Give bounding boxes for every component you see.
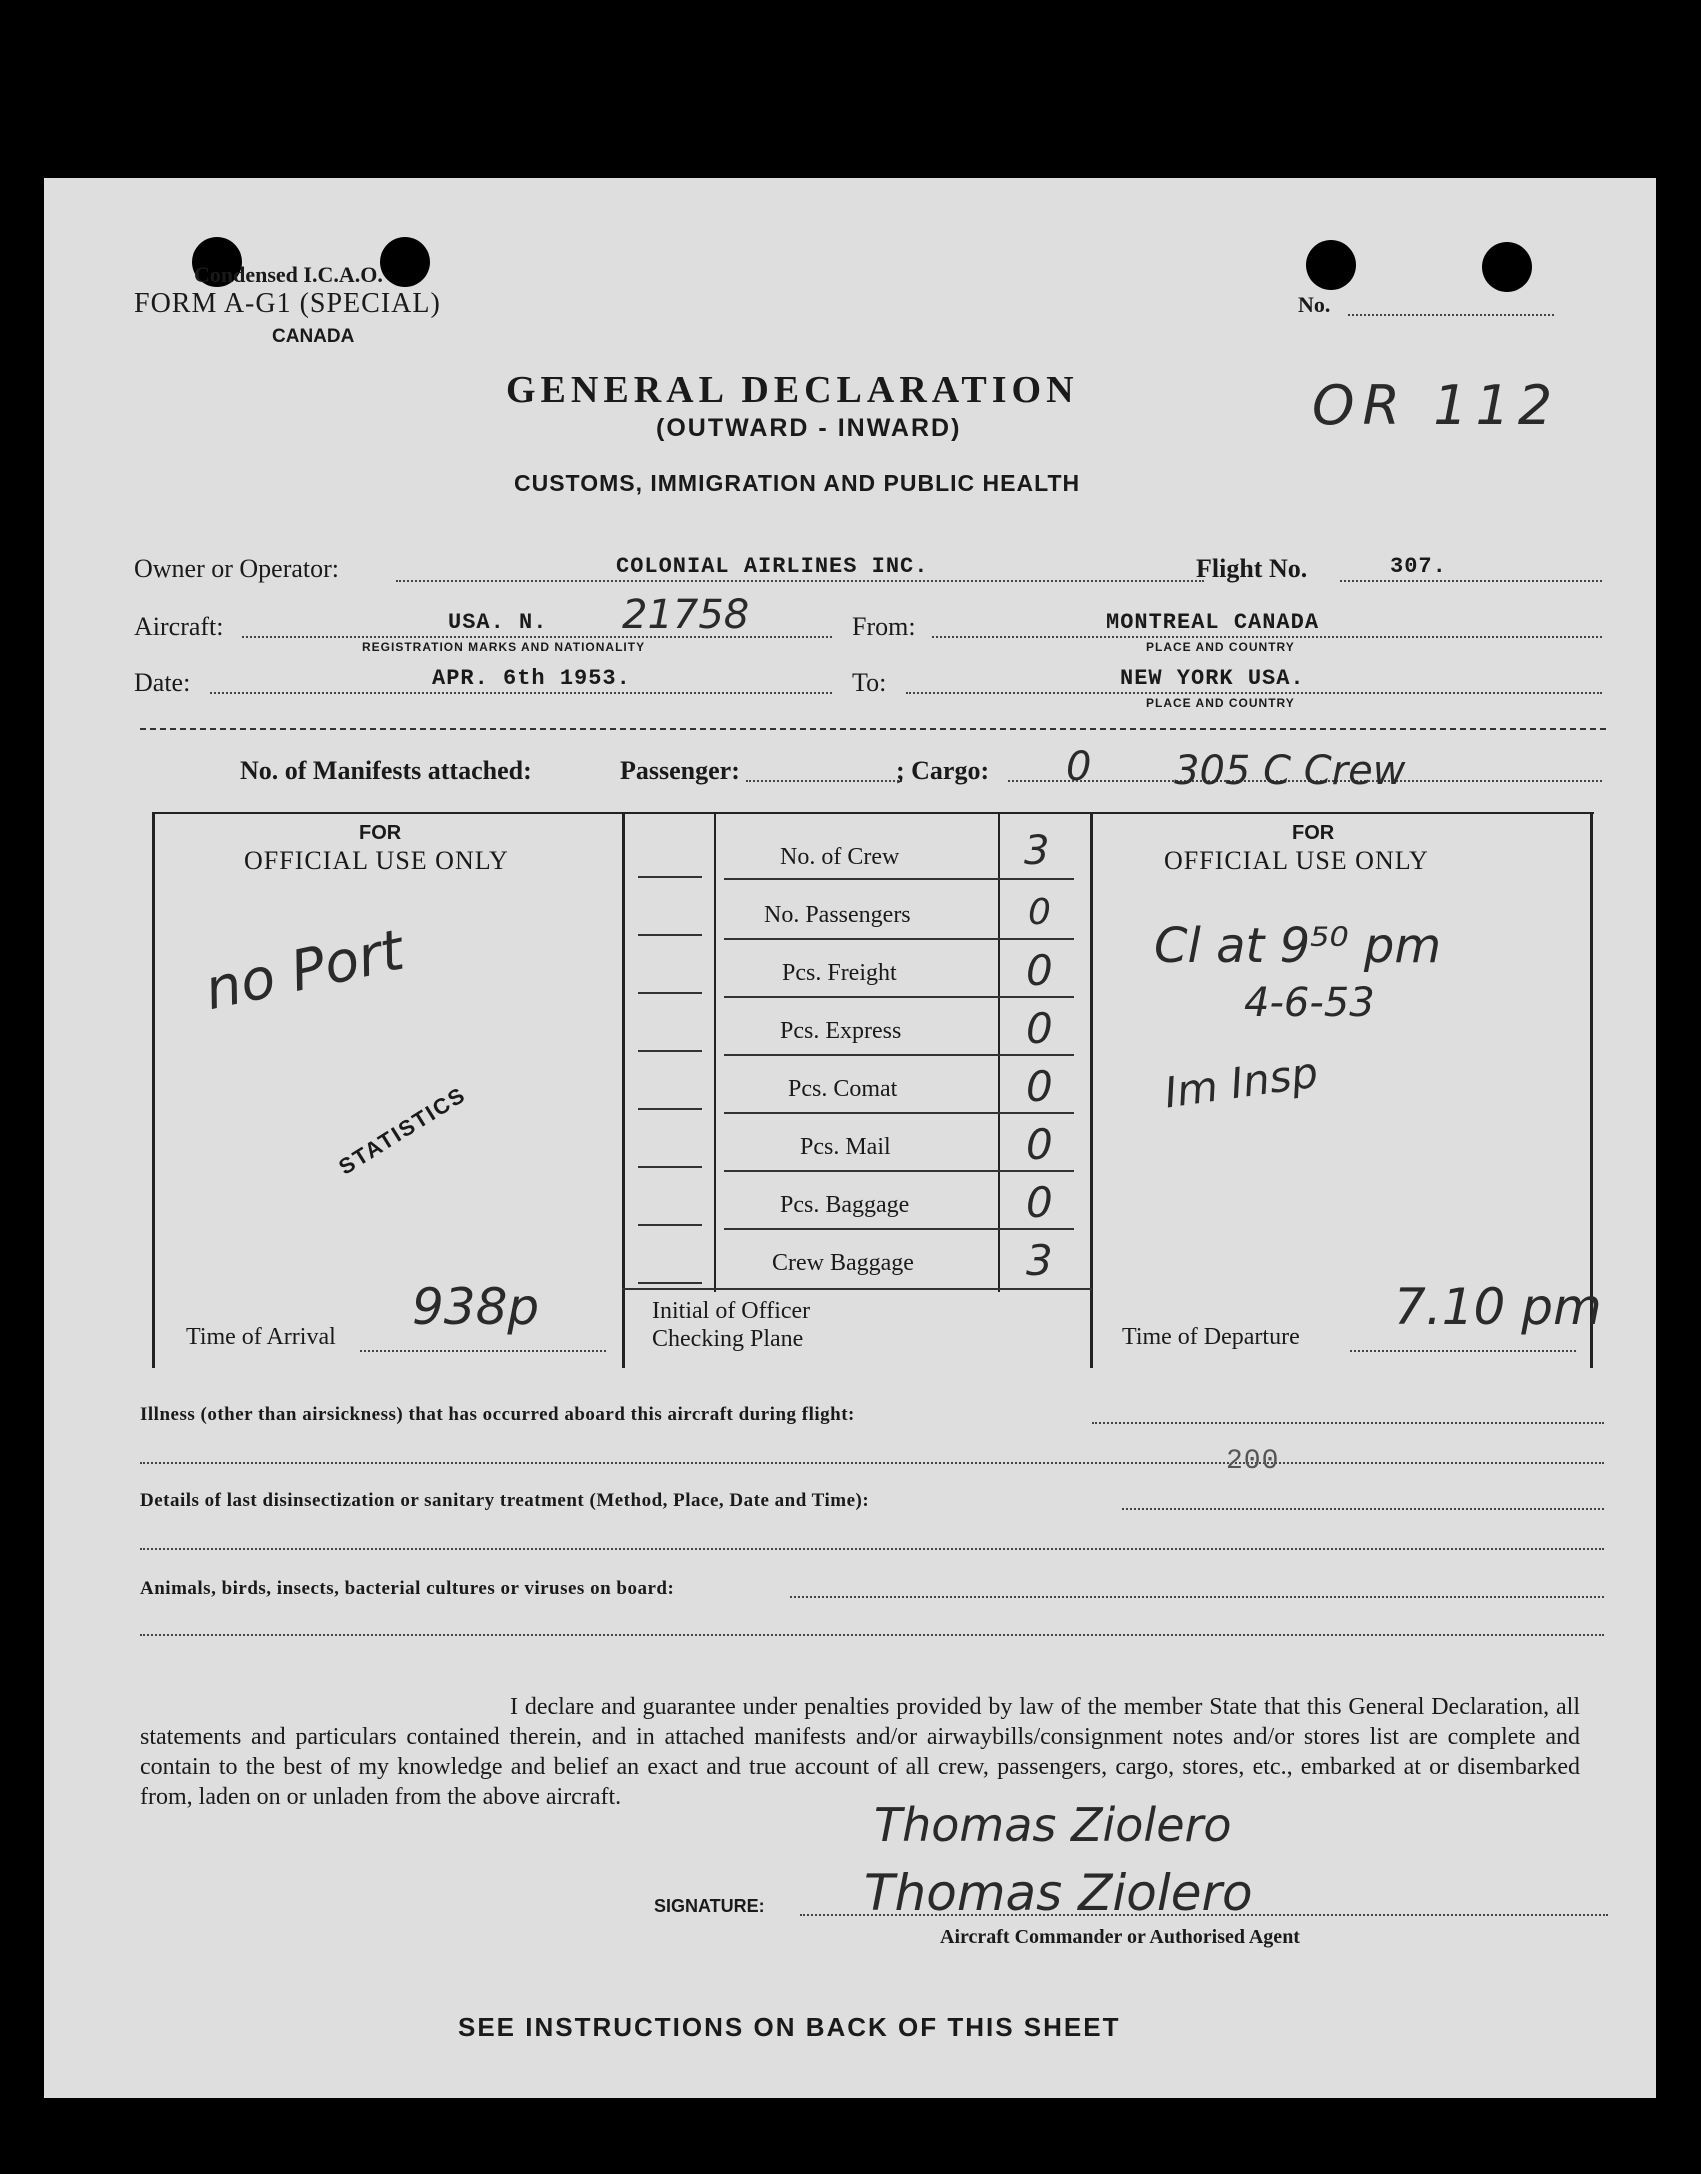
departure-line [1350, 1350, 1576, 1352]
cargo-value: 0 [1066, 744, 1092, 790]
form-line-3: CANADA [272, 326, 355, 347]
disinsection-label: Details of last disinsectization or sanitary treatment (Method, Place, Date and Time): [140, 1490, 870, 1511]
animals-line-2 [140, 1634, 1604, 1636]
statistics-stamp: STATISTICS [334, 1081, 471, 1180]
no-field-line [1348, 314, 1554, 316]
punch-hole [380, 237, 430, 287]
row-label-express: Pcs. Express [780, 1018, 902, 1044]
form-line-1: Condensed I.C.A.O. [194, 262, 383, 287]
signature-handwritten-1: Thomas Ziolero [874, 1798, 1232, 1852]
declaration-sheet [44, 178, 1656, 2098]
flight-value[interactable]: 307. [1390, 554, 1447, 579]
disinsection-line [1122, 1508, 1604, 1510]
to-line [906, 692, 1602, 694]
arrival-label: Time of Arrival [186, 1324, 336, 1350]
left-handwritten-note: no Port [199, 917, 410, 1024]
declaration-statement: I declare and guarantee under penalties provided by law of the member State that this General Declaration, all statements and particulars contained therein, and in attached manifests and/or airwaybills/consignment notes and/or stores list are complete and contain to the best of my knowledge and belief an exact and true account of all crew, passengers, cargo, stores, etc., embarked at or disembarked from, laden on or unladen from the above aircraft. [140, 1694, 1580, 1810]
animals-label: Animals, birds, insects, bacterial cultures or viruses on board: [140, 1578, 675, 1599]
row-value-crew: 3 [1024, 828, 1050, 874]
officer-label-2: Checking Plane [652, 1326, 804, 1352]
owner-value[interactable]: COLONIAL AIRLINES INC. [616, 554, 929, 579]
right-official-label: OFFICIAL USE ONLY [1164, 846, 1429, 875]
aircraft-label: Aircraft: [134, 612, 224, 641]
aircraft-sublabel: REGISTRATION MARKS AND NATIONALITY [362, 640, 646, 654]
departure-value: 7.10 pm [1394, 1278, 1602, 1336]
illness-line-2 [140, 1462, 1604, 1464]
department-line: CUSTOMS, IMMIGRATION AND PUBLIC HEALTH [514, 470, 1081, 496]
table-divider-1 [622, 812, 625, 1368]
signature-label: SIGNATURE: [654, 1896, 765, 1916]
cargo-label: ; Cargo: [896, 756, 990, 785]
initial-row-line [638, 1166, 702, 1168]
row-line [724, 1170, 1074, 1172]
row-value-passengers: 0 [1028, 892, 1051, 933]
illness-label: Illness (other than airsickness) that has occurred aboard this aircraft during flight: [140, 1404, 855, 1425]
initial-row-line [638, 1108, 702, 1110]
page-subtitle: (OUTWARD - INWARD) [656, 414, 962, 442]
right-note-date: 4-6-53 [1244, 980, 1375, 1026]
departure-label: Time of Departure [1122, 1324, 1300, 1350]
signature-role: Aircraft Commander or Authorised Agent [940, 1926, 1300, 1948]
owner-line [396, 580, 1204, 582]
table-divider-4 [1090, 812, 1093, 1368]
date-line [210, 692, 832, 694]
signature-handwritten-2: Thomas Ziolero [864, 1864, 1253, 1922]
flight-line [1340, 580, 1602, 582]
row-value-crew-baggage: 3 [1026, 1236, 1053, 1285]
passenger-label: Passenger: [620, 756, 740, 785]
initial-row-line [638, 934, 702, 936]
initial-row-line [638, 992, 702, 994]
illness-line [1092, 1422, 1604, 1424]
handwritten-number: OR 112 [1312, 374, 1561, 437]
date-value[interactable]: APR. 6th 1953. [432, 666, 631, 691]
no-label: No. [1298, 292, 1331, 317]
from-line [932, 636, 1602, 638]
table-left-border [152, 812, 155, 1368]
owner-label: Owner or Operator: [134, 554, 340, 583]
footer-instructions: SEE INSTRUCTIONS ON BACK OF THIS SHEET [458, 2012, 1121, 2042]
row-label-crew-baggage: Crew Baggage [772, 1250, 914, 1276]
right-note-inspector: Im Insp [1161, 1047, 1321, 1118]
manifest-note: 305 C Crew [1174, 748, 1406, 794]
to-value[interactable]: NEW YORK USA. [1120, 666, 1305, 691]
initial-row-line [638, 1224, 702, 1226]
row-line [724, 996, 1074, 998]
initial-row-line [638, 876, 702, 878]
row-value-comat: 0 [1026, 1062, 1053, 1111]
punch-hole [1306, 240, 1356, 290]
row-line [724, 938, 1074, 940]
manifests-label: No. of Manifests attached: [240, 756, 532, 785]
row-line [724, 1228, 1074, 1230]
right-note-clearance: Cl at 9⁵⁰ pm [1154, 918, 1442, 974]
row-label-crew: No. of Crew [780, 844, 900, 870]
left-for-label: FOR [359, 822, 402, 844]
punch-hole [1482, 242, 1532, 292]
from-label: From: [852, 612, 916, 641]
row-label-freight: Pcs. Freight [782, 960, 897, 986]
initial-row-line [638, 1282, 702, 1284]
row-label-baggage: Pcs. Baggage [780, 1192, 910, 1218]
aircraft-handwritten: 21758 [622, 592, 750, 638]
row-label-mail: Pcs. Mail [800, 1134, 891, 1160]
table-top-border [152, 812, 1594, 814]
section-divider [140, 726, 1606, 730]
row-line [724, 1112, 1074, 1114]
from-value[interactable]: MONTREAL CANADA [1106, 610, 1320, 635]
right-for-label: FOR [1292, 822, 1335, 844]
left-official-label: OFFICIAL USE ONLY [244, 846, 509, 875]
date-label: Date: [134, 668, 191, 697]
row-label-comat: Pcs. Comat [788, 1076, 898, 1102]
page-title: GENERAL DECLARATION [506, 369, 1079, 411]
table-divider-3 [998, 812, 1000, 1292]
arrival-line [360, 1350, 606, 1352]
row-value-express: 0 [1026, 1004, 1053, 1053]
passenger-line [746, 780, 902, 782]
row-value-freight: 0 [1026, 946, 1053, 995]
to-label: To: [852, 668, 887, 697]
row-line [724, 878, 1074, 880]
row-line [622, 1288, 1092, 1290]
table-divider-2 [714, 812, 716, 1292]
officer-label-1: Initial of Officer [652, 1298, 811, 1324]
illness-value: 200 [1226, 1446, 1280, 1477]
from-sublabel: PLACE AND COUNTRY [1146, 640, 1295, 654]
to-sublabel: PLACE AND COUNTRY [1146, 696, 1295, 710]
form-line-2: FORM A-G1 (SPECIAL) [134, 288, 441, 319]
disinsection-line-2 [140, 1548, 1604, 1550]
row-line [724, 1054, 1074, 1056]
initial-row-line [638, 1050, 702, 1052]
aircraft-value[interactable]: USA. N. [448, 610, 548, 635]
row-label-passengers: No. Passengers [764, 902, 911, 928]
row-value-mail: 0 [1026, 1120, 1053, 1169]
row-value-baggage: 0 [1026, 1178, 1053, 1227]
animals-line [790, 1596, 1604, 1598]
flight-label: Flight No. [1196, 554, 1308, 583]
arrival-value: 938p [412, 1278, 540, 1336]
